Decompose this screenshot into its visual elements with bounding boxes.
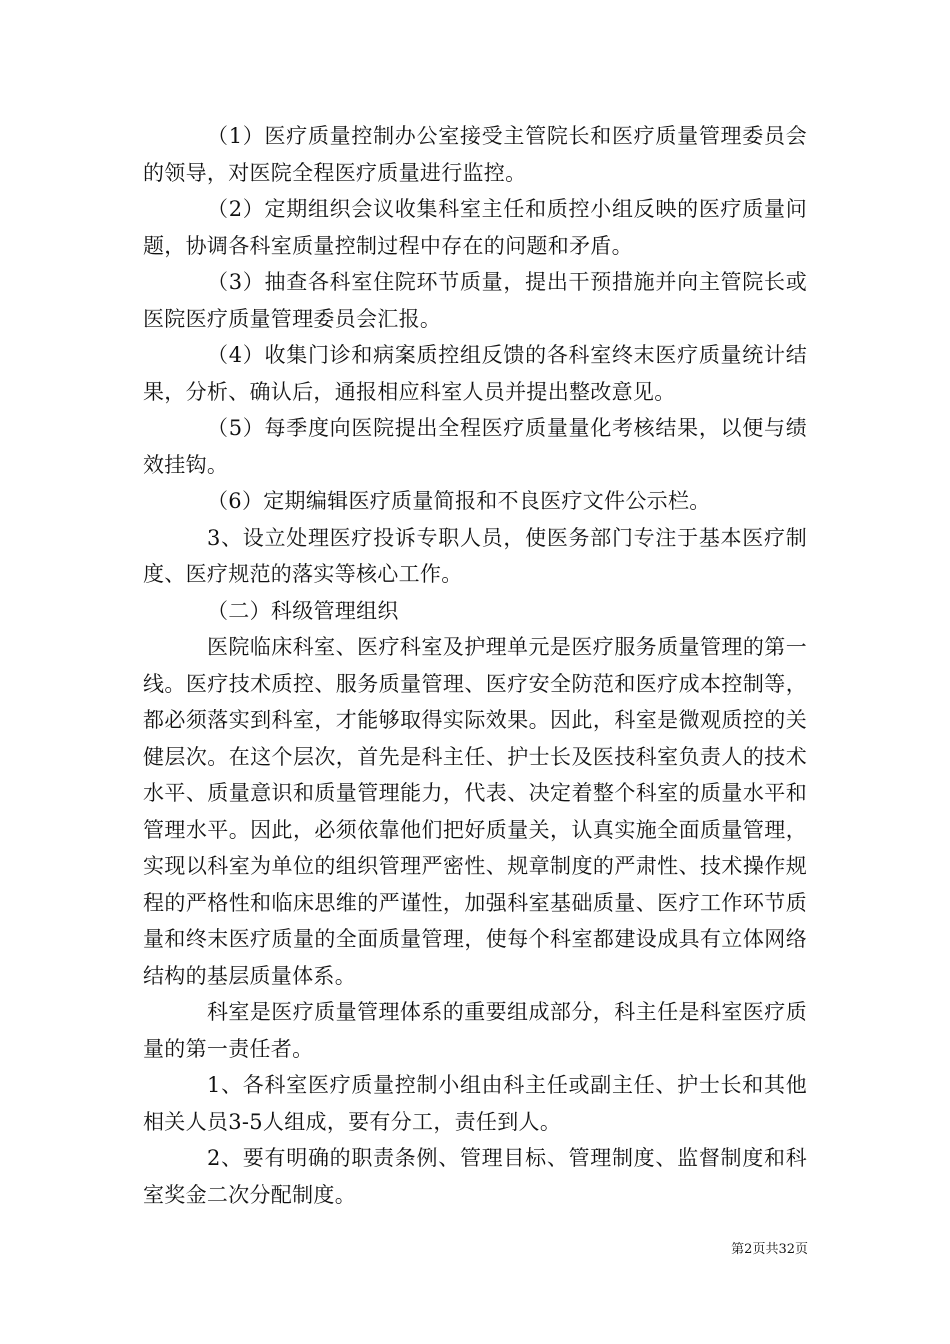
paragraph-3: （3）抽查各科室住院环节质量，提出干预措施并向主管院长或医院医疗质量管理委员会汇报。 bbox=[143, 270, 807, 331]
paragraph-5: （5）每季度向医院提出全程医疗质量量化考核结果，以便与绩效挂钩。 bbox=[143, 416, 807, 477]
section-heading: （二）科级管理组织 bbox=[207, 598, 399, 623]
paragraph-9: 医院临床科室、医疗科室及护理单元是医疗服务质量管理的第一线。医疗技术质控、服务质量管理、医疗安全防范和医疗成本控制等，都必须落实到科室，才能够取得实际效果。因此，科室是微观质控的关健层次。在这个层次，首先是科主任、护士长及医技科室负责人的技术水平、质量意识和质量管理能力，代表、决定着整个科室的质量水平和管理水平。因此，必须依靠他们把好质量关，认真实施全面质量管理，实现以科室为单位的组织管理严密性、规章制度的严肃性、技术操作规程的严格性和临床思维的严谨性，加强科室基础质量、医疗工作环节质量和终末医疗质量的全面质量管理，使每个科室都建设成具有立体网络结构的基层质量体系。 bbox=[143, 635, 807, 988]
paragraph-2: （2）定期组织会议收集科室主任和质控小组反映的医疗质量问题，协调各科室质量控制过程中存在的问题和矛盾。 bbox=[143, 197, 807, 258]
document-body bbox=[143, 118, 807, 1213]
paragraph-10: 科室是医疗质量管理体系的重要组成部分，科主任是科室医疗质量的第一责任者。 bbox=[143, 1000, 807, 1061]
page-number-footer: 第2页共32页 bbox=[731, 1242, 808, 1257]
paragraph-7: 3、设立处理医疗投诉专职人员，使医务部门专注于基本医疗制度、医疗规范的落实等核心工作。 bbox=[143, 525, 807, 586]
paragraph-1: （1）医疗质量控制办公室接受主管院长和医疗质量管理委员会的领导，对医院全程医疗质量进行监控。 bbox=[143, 124, 807, 185]
paragraph-4: （4）收集门诊和病案质控组反馈的各科室终末医疗质量统计结果，分析、确认后，通报相应科室人员并提出整改意见。 bbox=[143, 343, 807, 404]
paragraph-11: 1、各科室医疗质量控制小组由科主任或副主任、护士长和其他相关人员3-5人组成，要有分工，责任到人。 bbox=[143, 1073, 807, 1134]
paragraph-6: （6）定期编辑医疗质量简报和不良医疗文件公示栏。 bbox=[207, 489, 711, 513]
paragraph-12: 2、要有明确的职责条例、管理目标、管理制度、监督制度和科室奖金二次分配制度。 bbox=[143, 1146, 807, 1207]
